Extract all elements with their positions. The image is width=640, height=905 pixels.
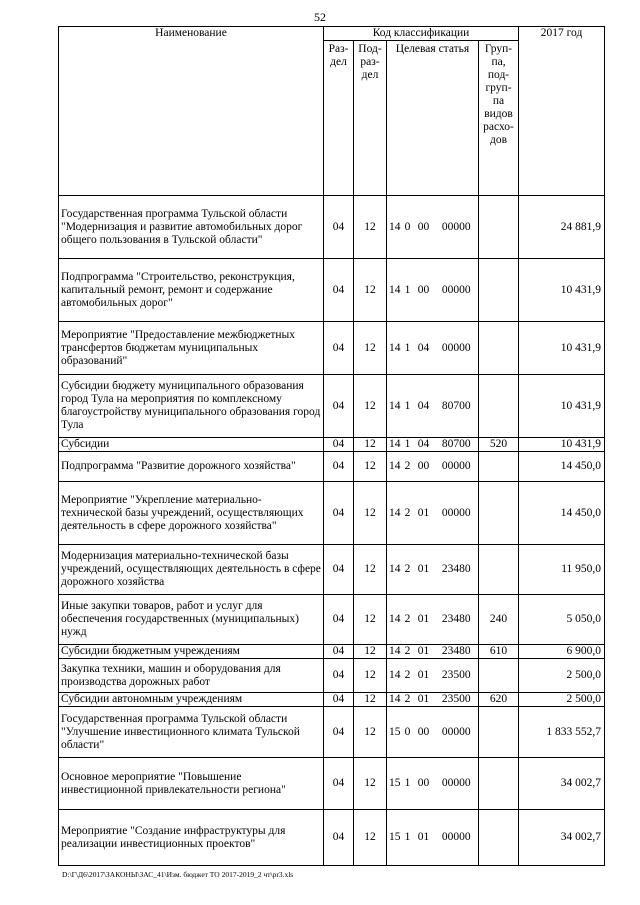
row-podrazdel: 12 [354,810,387,866]
row-amount: 11 950,0 [519,545,605,595]
row-name: Мероприятие "Создание инфраструктуры для реализации инвестиционных проектов" [59,810,324,866]
row-name: Иные закупки товаров, работ и услуг для обеспечения государственных (муниципальных) нужд [59,595,324,645]
row-amount: 5 050,0 [519,595,605,645]
row-cs1: 15 [387,758,403,810]
row-cs2: 1 [403,758,413,810]
row-cs4: 80700 [435,375,479,438]
row-cs4: 00000 [435,810,479,866]
row-name: Государственная программа Тульской области "Модернизация и развитие автомобильных дорог общего пользования в Тульской области" [59,196,324,259]
table-row [59,438,605,452]
budget-table [58,26,605,866]
row-razdel: 04 [324,482,354,545]
header-podrazdel: Под- раз- дел [354,41,387,196]
row-cs3: 00 [413,452,435,482]
table-row [59,545,605,595]
row-podrazdel: 12 [354,645,387,659]
row-cs4: 80700 [435,438,479,452]
row-podrazdel: 12 [354,659,387,693]
row-cs2: 2 [403,482,413,545]
row-podrazdel: 12 [354,482,387,545]
row-cs3: 00 [413,707,435,758]
row-cs2: 1 [403,810,413,866]
row-amount: 10 431,9 [519,322,605,375]
row-podrazdel: 12 [354,452,387,482]
row-cs4: 00000 [435,196,479,259]
row-razdel: 04 [324,810,354,866]
row-amount: 10 431,9 [519,259,605,322]
table-row [59,595,605,645]
row-cs3: 00 [413,758,435,810]
file-path-footer: D:\Г\Д6\2017\ЗАКОНЫ\ЗАС_41\Изм. бюджет ТО 2017-2019_2 чт\pr3.xls [62,870,294,879]
row-cs4: 23480 [435,645,479,659]
row-vr: 240 [479,595,519,645]
row-name: Мероприятие "Укрепление материально-технической базы учреждений, осуществляющих деятельность в сфере дорожного хозяйства" [59,482,324,545]
row-podrazdel: 12 [354,322,387,375]
row-cs1: 14 [387,645,403,659]
table-row [59,810,605,866]
row-cs3: 00 [413,259,435,322]
row-podrazdel: 12 [354,545,387,595]
row-podrazdel: 12 [354,758,387,810]
row-cs4: 00000 [435,322,479,375]
row-razdel: 04 [324,595,354,645]
row-name: Подпрограмма "Развитие дорожного хозяйства" [59,452,324,482]
row-cs3: 01 [413,545,435,595]
table-row [59,375,605,438]
row-amount: 1 833 552,7 [519,707,605,758]
row-cs4: 23500 [435,659,479,693]
row-amount: 34 002,7 [519,758,605,810]
row-vr: 520 [479,438,519,452]
row-amount: 14 450,0 [519,452,605,482]
row-name: Подпрограмма "Строительство, реконструкция, капитальный ремонт, ремонт и содержание автомобильных дорог" [59,259,324,322]
row-podrazdel: 12 [354,375,387,438]
row-cs2: 2 [403,452,413,482]
row-razdel: 04 [324,196,354,259]
row-amount: 24 881,9 [519,196,605,259]
row-razdel: 04 [324,438,354,452]
row-cs4: 00000 [435,259,479,322]
row-cs1: 14 [387,659,403,693]
row-cs3: 01 [413,595,435,645]
row-vr [479,375,519,438]
row-vr: 610 [479,645,519,659]
row-vr [479,259,519,322]
header-name: Наименование [59,27,324,196]
row-cs1: 14 [387,322,403,375]
row-name: Государственная программа Тульской области "Улучшение инвестиционного климата Тульской области" [59,707,324,758]
table-row [59,693,605,707]
row-amount: 10 431,9 [519,375,605,438]
row-name: Закупка техники, машин и оборудования для производства дорожных работ [59,659,324,693]
row-amount: 34 002,7 [519,810,605,866]
row-cs1: 15 [387,810,403,866]
row-podrazdel: 12 [354,438,387,452]
table-row [59,482,605,545]
row-vr [479,659,519,693]
row-name: Субсидии [59,438,324,452]
row-cs3: 04 [413,375,435,438]
row-cs1: 15 [387,707,403,758]
row-cs4: 00000 [435,482,479,545]
row-cs2: 0 [403,707,413,758]
row-cs2: 2 [403,545,413,595]
row-cs4: 23500 [435,693,479,707]
row-razdel: 04 [324,545,354,595]
row-amount: 10 431,9 [519,438,605,452]
table-row [59,196,605,259]
row-cs3: 00 [413,196,435,259]
row-podrazdel: 12 [354,259,387,322]
row-cs1: 14 [387,545,403,595]
row-cs4: 00000 [435,452,479,482]
table-row [59,259,605,322]
row-podrazdel: 12 [354,707,387,758]
row-cs4: 23480 [435,545,479,595]
row-vr [479,758,519,810]
row-name: Субсидии автономным учреждениям [59,693,324,707]
row-cs1: 14 [387,259,403,322]
row-cs2: 1 [403,375,413,438]
row-cs1: 14 [387,482,403,545]
row-razdel: 04 [324,645,354,659]
row-cs3: 01 [413,482,435,545]
row-cs3: 01 [413,645,435,659]
row-name: Основное мероприятие "Повышение инвестиционной привлекательности региона" [59,758,324,810]
row-cs2: 1 [403,259,413,322]
row-cs2: 2 [403,595,413,645]
row-vr [479,707,519,758]
row-razdel: 04 [324,707,354,758]
row-razdel: 04 [324,452,354,482]
row-amount: 2 500,0 [519,693,605,707]
row-cs1: 14 [387,438,403,452]
row-cs2: 0 [403,196,413,259]
header-razdel: Раз- дел [324,41,354,196]
row-cs3: 01 [413,810,435,866]
row-cs1: 14 [387,595,403,645]
row-podrazdel: 12 [354,693,387,707]
table-row [59,707,605,758]
table-row [59,645,605,659]
row-name: Модернизация материально-технической базы учреждений, осуществляющих деятельность в сфере дорожного хозяйства [59,545,324,595]
page-number: 52 [314,10,326,24]
header-gruppa: Груп- па, под- груп- па видов расхо- дов [479,41,519,196]
row-amount: 6 900,0 [519,645,605,659]
row-name: Субсидии бюджету муниципального образования город Тула на мероприятия по комплексному благоустройству муниципального образования город Тула [59,375,324,438]
row-razdel: 04 [324,375,354,438]
table-row [59,322,605,375]
table-row [59,659,605,693]
row-cs4: 00000 [435,758,479,810]
row-razdel: 04 [324,259,354,322]
row-vr [479,452,519,482]
row-vr [479,322,519,375]
row-amount: 2 500,0 [519,659,605,693]
row-cs4: 23480 [435,595,479,645]
row-vr [479,482,519,545]
row-name: Субсидии бюджетным учреждениям [59,645,324,659]
row-razdel: 04 [324,693,354,707]
row-razdel: 04 [324,659,354,693]
row-vr [479,810,519,866]
header-year: 2017 год [519,27,605,196]
row-cs1: 14 [387,375,403,438]
header-celevaya: Целевая статья [387,41,479,196]
row-cs3: 01 [413,693,435,707]
row-cs2: 2 [403,645,413,659]
row-vr [479,545,519,595]
row-cs2: 1 [403,322,413,375]
row-vr [479,196,519,259]
row-name: Мероприятие "Предоставление межбюджетных трансфертов бюджетам муниципальных образований" [59,322,324,375]
row-cs2: 2 [403,693,413,707]
row-vr: 620 [479,693,519,707]
row-amount: 14 450,0 [519,482,605,545]
row-cs1: 14 [387,452,403,482]
row-cs3: 04 [413,322,435,375]
row-cs3: 01 [413,659,435,693]
row-razdel: 04 [324,758,354,810]
row-cs2: 2 [403,659,413,693]
header-code-group: Код классификации [324,27,519,41]
table-row [59,452,605,482]
row-cs3: 04 [413,438,435,452]
row-razdel: 04 [324,322,354,375]
row-podrazdel: 12 [354,595,387,645]
row-cs4: 00000 [435,707,479,758]
row-cs1: 14 [387,196,403,259]
table-row [59,758,605,810]
row-cs1: 14 [387,693,403,707]
row-podrazdel: 12 [354,196,387,259]
row-cs2: 1 [403,438,413,452]
